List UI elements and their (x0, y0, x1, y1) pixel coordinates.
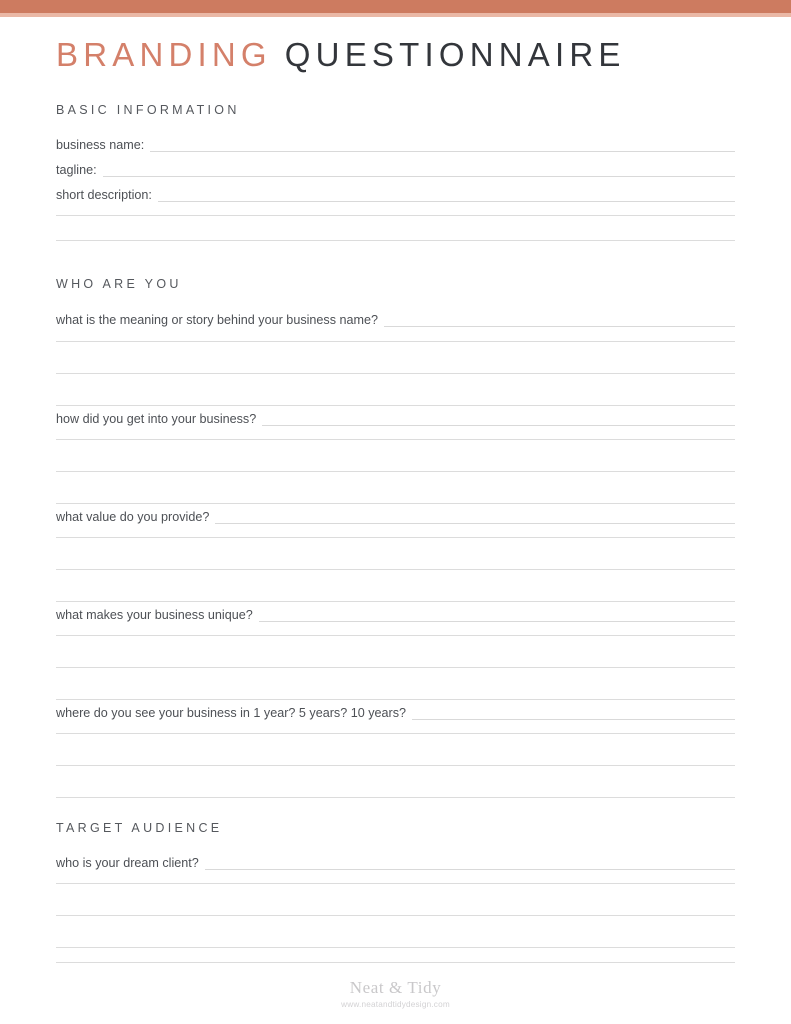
question-label-got-into-business: how did you get into your business? (56, 412, 257, 426)
blank-answer-line[interactable] (56, 962, 735, 963)
blank-answer-line[interactable] (56, 503, 735, 504)
page-title-branding: BRANDING (56, 36, 272, 73)
blank-answer-line[interactable] (56, 699, 735, 700)
field-rule-short-description[interactable] (158, 188, 735, 202)
footer (0, 977, 791, 1011)
question-label-dream-client: who is your dream client? (56, 856, 199, 870)
page-title-questionnaire: QUESTIONNAIRE (284, 36, 626, 73)
field-row-business-name[interactable] (56, 134, 735, 152)
question-rule-value-provided[interactable] (215, 510, 735, 524)
question-row-business-unique[interactable] (56, 604, 735, 622)
page-title (56, 38, 626, 71)
blank-answer-line[interactable] (56, 733, 735, 734)
blank-answer-line[interactable] (56, 373, 735, 374)
field-rule-tagline[interactable] (103, 163, 735, 177)
question-rule-got-into-business[interactable] (262, 412, 735, 426)
footer-brand-name: Neat & Tidy (349, 978, 442, 997)
question-label-business-name-meaning: what is the meaning or story behind your business name? (56, 313, 379, 327)
question-row-got-into-business[interactable] (56, 408, 735, 426)
question-label-value-provided: what value do you provide? (56, 510, 210, 524)
question-rule-dream-client[interactable] (205, 856, 735, 870)
field-label-short-description: short description: (56, 188, 152, 202)
blank-answer-line[interactable] (56, 915, 735, 916)
footer-website-url: www.neatandtidydesign.com (341, 1000, 450, 1009)
blank-answer-line[interactable] (56, 439, 735, 440)
blank-answer-line[interactable] (56, 341, 735, 342)
blank-answer-line[interactable] (56, 601, 735, 602)
question-row-value-provided[interactable] (56, 506, 735, 524)
field-row-short-description[interactable] (56, 184, 735, 202)
question-row-business-future[interactable] (56, 702, 735, 720)
blank-answer-line[interactable] (56, 883, 735, 884)
top-accent-bar (0, 0, 791, 13)
question-label-business-unique: what makes your business unique? (56, 608, 253, 622)
blank-answer-line[interactable] (56, 405, 735, 406)
question-row-business-name-meaning[interactable] (56, 309, 735, 327)
question-label-business-future: where do you see your business in 1 year? 5 years? 10 years? (56, 706, 407, 720)
section-heading-basic-information: BASIC INFORMATION (56, 103, 240, 117)
blank-answer-line[interactable] (56, 569, 735, 570)
blank-answer-line[interactable] (56, 667, 735, 668)
section-heading-who-are-you: WHO ARE YOU (56, 277, 182, 291)
question-rule-business-name-meaning[interactable] (384, 313, 735, 327)
question-rule-business-future[interactable] (412, 706, 735, 720)
questionnaire-page (0, 17, 791, 1024)
field-rule-business-name[interactable] (150, 138, 735, 152)
blank-answer-line[interactable] (56, 635, 735, 636)
field-row-tagline[interactable] (56, 159, 735, 177)
blank-answer-line[interactable] (56, 215, 735, 216)
blank-answer-line[interactable] (56, 240, 735, 241)
blank-answer-line[interactable] (56, 471, 735, 472)
field-label-tagline: tagline: (56, 163, 97, 177)
question-row-dream-client[interactable] (56, 852, 735, 870)
field-label-business-name: business name: (56, 138, 145, 152)
blank-answer-line[interactable] (56, 537, 735, 538)
section-heading-target-audience: TARGET AUDIENCE (56, 821, 223, 835)
blank-answer-line[interactable] (56, 797, 735, 798)
blank-answer-line[interactable] (56, 947, 735, 948)
question-rule-business-unique[interactable] (259, 608, 735, 622)
blank-answer-line[interactable] (56, 765, 735, 766)
